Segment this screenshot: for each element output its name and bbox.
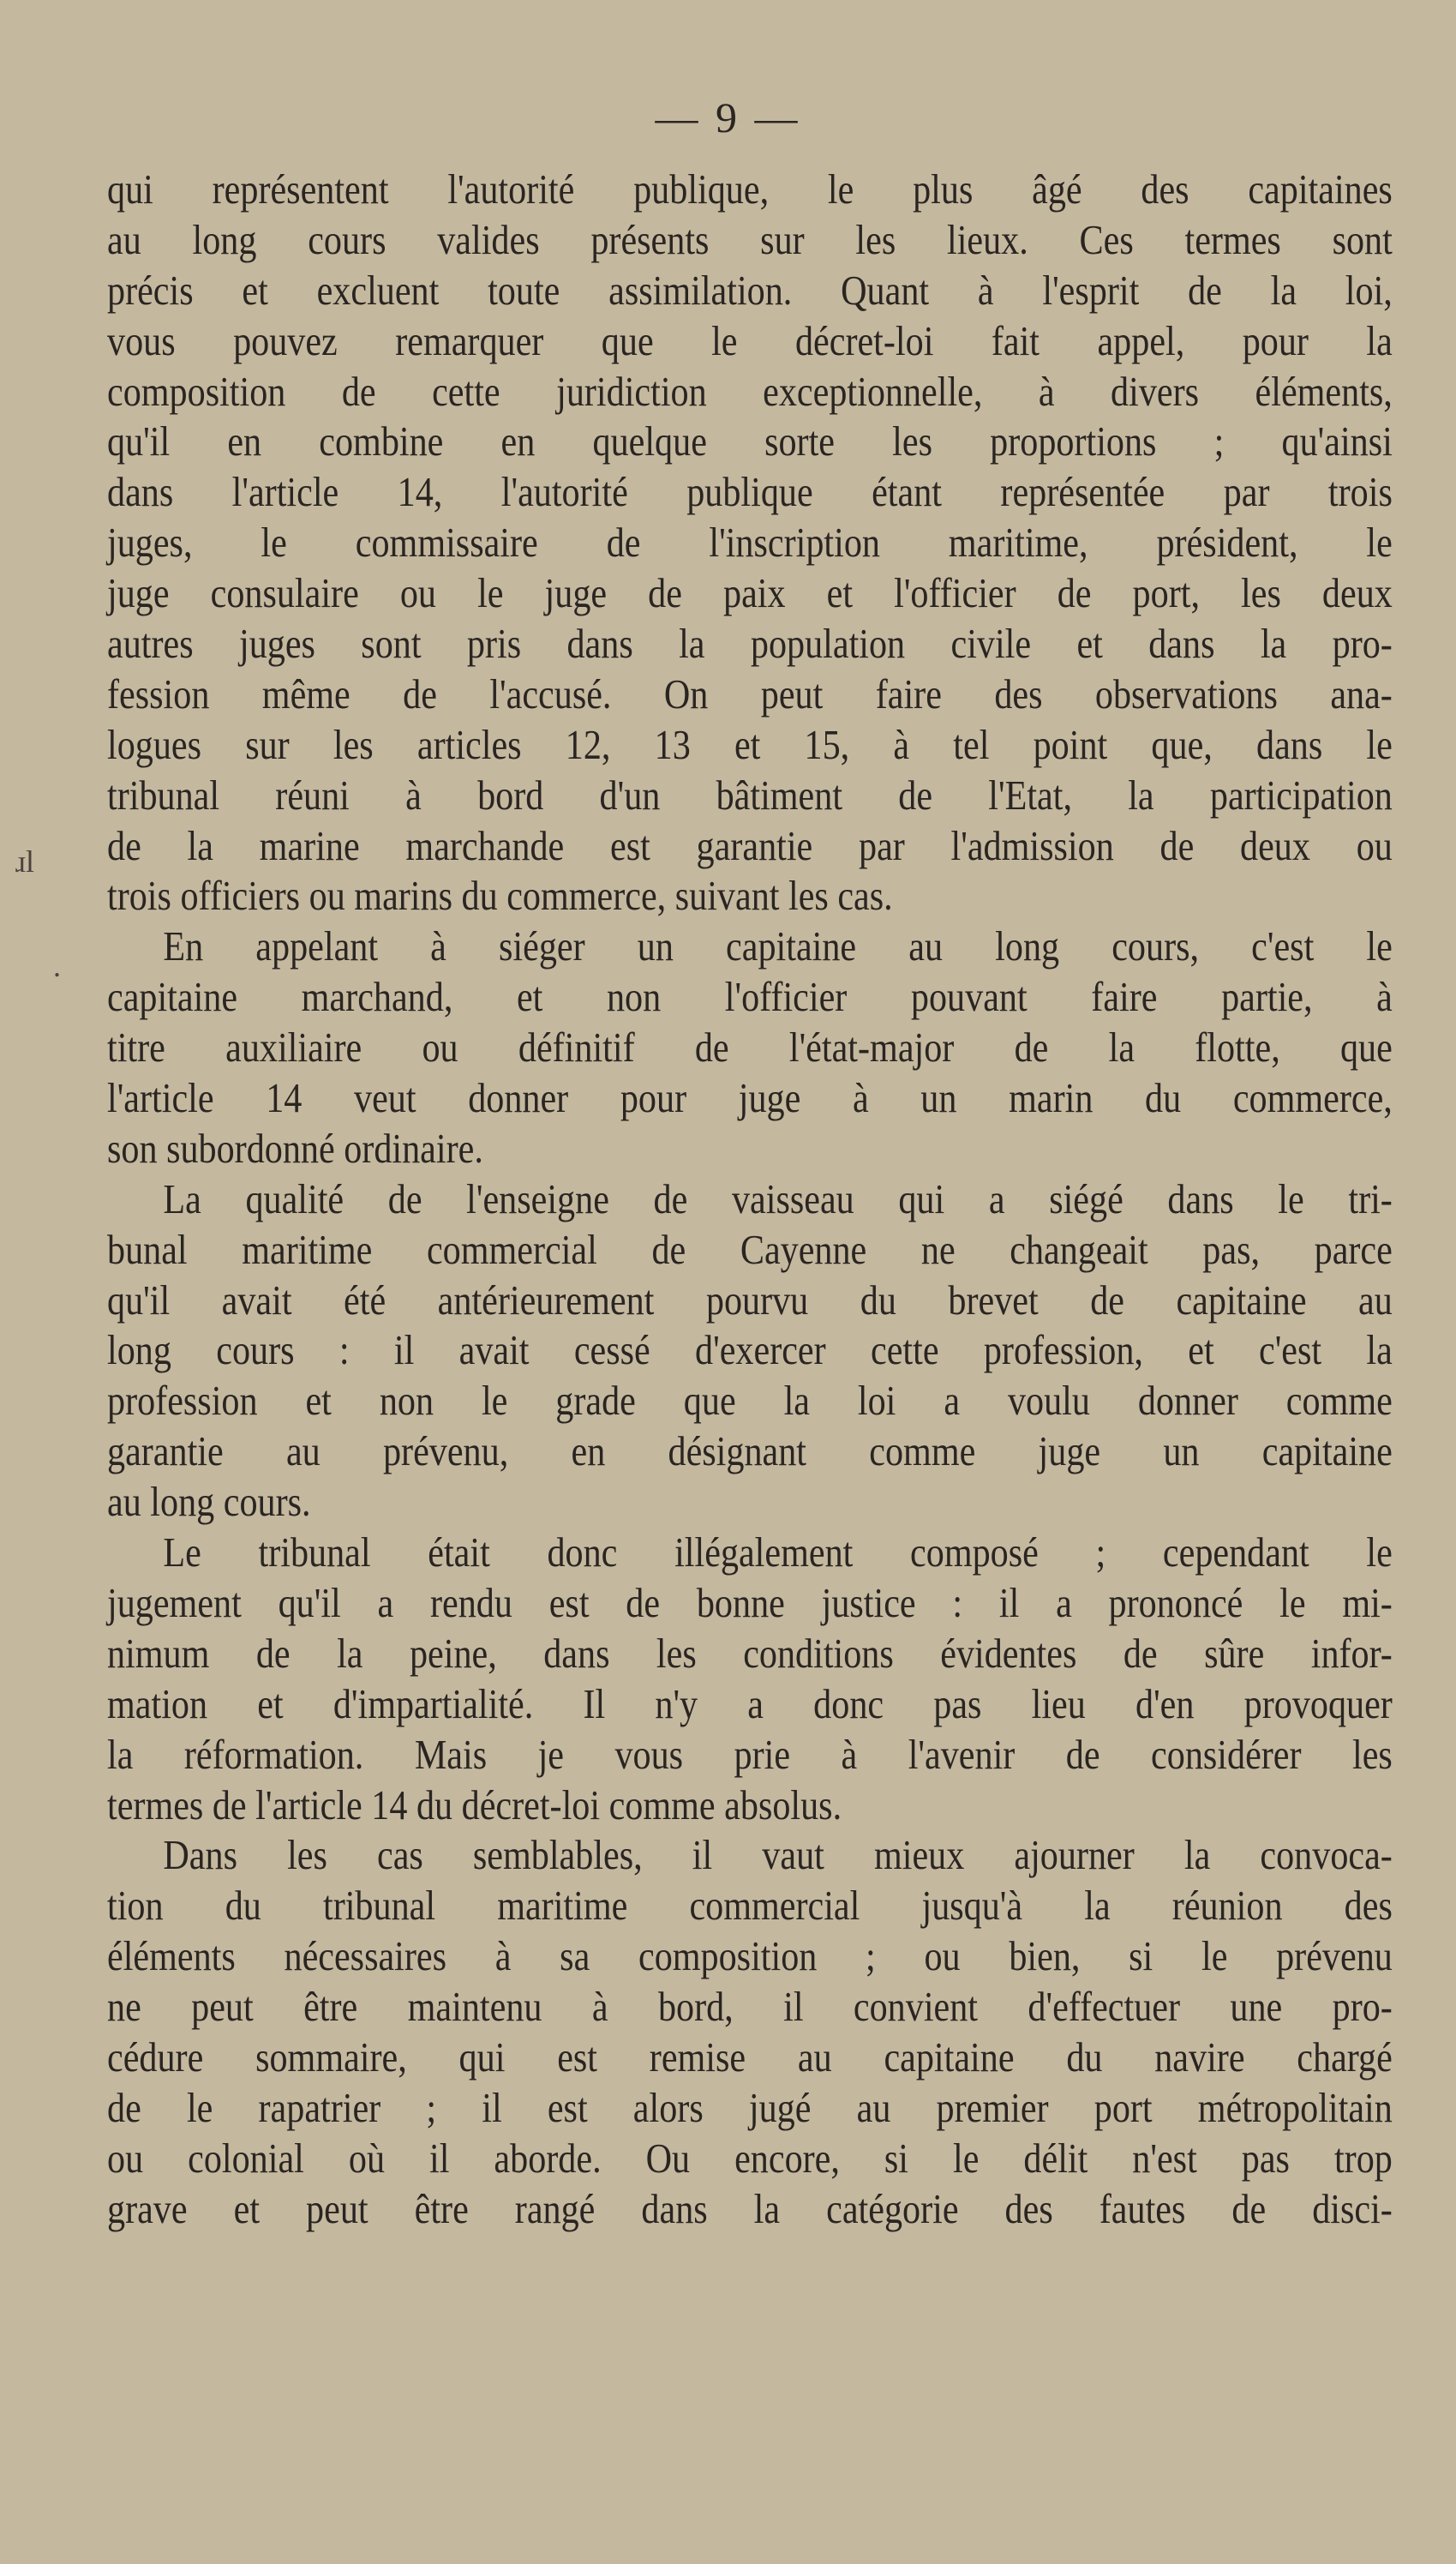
text-line: qu'il en combine en quelque sorte les proportions ; qu'ainsi	[107, 417, 1393, 465]
text-line: titre auxiliaire ou définitif de l'état-major de la flotte, que	[107, 1024, 1393, 1072]
text-line: qui représentent l'autorité publique, le plus âgé des capitaines	[107, 165, 1393, 213]
text-line: vous pouvez remarquer que le décret-loi fait appel, pour la	[107, 316, 1393, 364]
text-line: l'article 14 veut donner pour juge à un marin du commerce,	[107, 1074, 1393, 1122]
text-line: Le tribunal était donc illégalement composé ; cependant le	[163, 1528, 1393, 1576]
text-line: long cours : il avait cessé d'exercer cette profession, et c'est la	[107, 1326, 1393, 1374]
margin-mark: ɹl	[15, 844, 34, 879]
text-line: la réformation. Mais je vous prie à l'avenir de considérer les	[107, 1730, 1393, 1778]
text-line: capitaine marchand, et non l'officier pouvant faire partie, à	[107, 973, 1393, 1021]
page-number: — 9 —	[655, 93, 801, 141]
text-line: garantie au prévenu, en désignant comme juge un capitaine	[107, 1427, 1393, 1475]
text-line: dans l'article 14, l'autorité publique étant représentée par trois	[107, 468, 1393, 516]
text-line: grave et peut être rangé dans la catégorie des fautes de disci-	[107, 2184, 1393, 2232]
text-line: de le rapatrier ; il est alors jugé au premier port métropolitain	[107, 2083, 1393, 2131]
text-line: nimum de la peine, dans les conditions évidentes de sûre infor-	[107, 1629, 1393, 1677]
text-line: qu'il avait été antérieurement pourvu du brevet de capitaine au	[107, 1276, 1393, 1324]
text-line: tion du tribunal maritime commercial jusqu'à la réunion des	[107, 1882, 1393, 1930]
text-line: termes de l'article 14 du décret-loi comme absolus.	[107, 1780, 842, 1828]
text-line: juge consulaire ou le juge de paix et l'officier de port, les deux	[107, 569, 1393, 617]
text-line: ou colonial où il aborde. Ou encore, si le délit n'est pas trop	[107, 2134, 1393, 2182]
text-line: En appelant à siéger un capitaine au long cours, c'est le	[163, 922, 1393, 970]
text-line: au long cours.	[107, 1478, 311, 1526]
text-line: fession même de l'accusé. On peut faire des observations ana-	[107, 670, 1393, 718]
text-line: logues sur les articles 12, 13 et 15, à tel point que, dans le	[107, 720, 1393, 768]
text-line: jugement qu'il a rendu est de bonne justice : il a prononcé le mi-	[107, 1578, 1393, 1626]
text-line: trois officiers ou marins du commerce, suivant les cas.	[107, 872, 893, 920]
text-line: précis et excluent toute assimilation. Quant à l'esprit de la loi,	[107, 266, 1393, 314]
body-text	[107, 165, 1393, 2235]
text-line: Dans les cas semblables, il vaut mieux ajourner la convoca-	[163, 1831, 1393, 1879]
text-line: son subordonné ordinaire.	[107, 1124, 483, 1172]
text-line: autres juges sont pris dans la population civile et dans la pro-	[107, 620, 1393, 668]
text-line: bunal maritime commercial de Cayenne ne changeait pas, parce	[107, 1225, 1393, 1273]
text-line: mation et d'impartialité. Il n'y a donc pas lieu d'en provoquer	[107, 1679, 1393, 1727]
text-line: composition de cette juridiction exceptionnelle, à divers éléments,	[107, 367, 1393, 415]
text-line: profession et non le grade que la loi a voulu donner comme	[107, 1377, 1393, 1425]
text-line: tribunal réuni à bord d'un bâtiment de l'Etat, la participation	[107, 771, 1393, 819]
text-line: juges, le commissaire de l'inscription maritime, président, le	[107, 519, 1393, 567]
margin-mark: .	[53, 949, 61, 983]
text-line: cédure sommaire, qui est remise au capitaine du navire chargé	[107, 2033, 1393, 2081]
text-line: de la marine marchande est garantie par l'admission de deux ou	[107, 821, 1393, 869]
text-line: La qualité de l'enseigne de vaisseau qui a siégé dans le tri-	[163, 1174, 1393, 1222]
text-line: ne peut être maintenu à bord, il convient d'effectuer une pro-	[107, 1983, 1393, 2031]
text-line: éléments nécessaires à sa composition ; ou bien, si le prévenu	[107, 1932, 1393, 1980]
text-line: au long cours valides présents sur les lieux. Ces termes sont	[107, 215, 1393, 263]
